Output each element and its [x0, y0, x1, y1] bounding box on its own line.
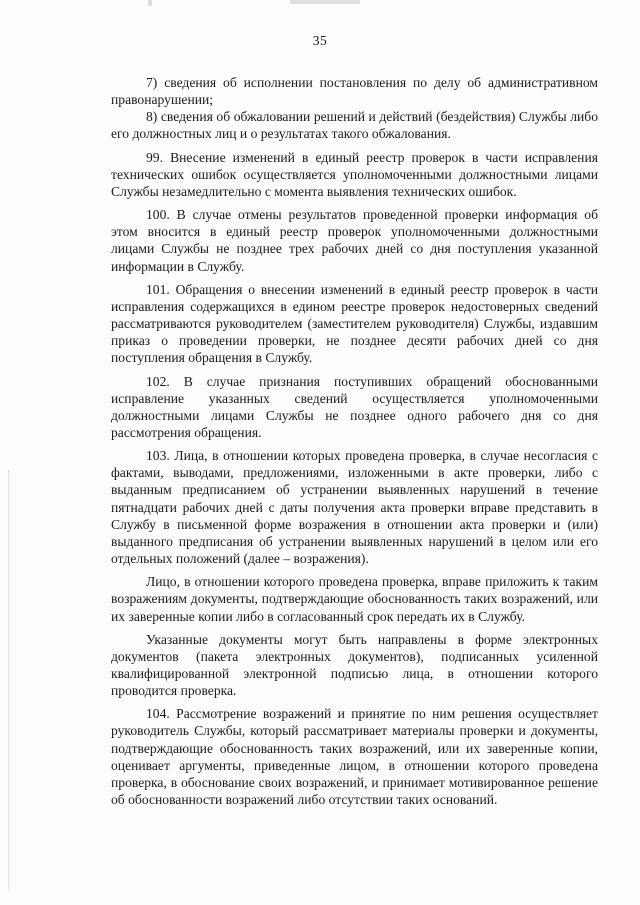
paragraph: 100. В случае отмены результатов проведенной проверки информация об этом вносится в единый реестр проверок уполномоченными должностными лицами Службы не позднее трех рабочих дней со дня поступления указанной информации в Службу. — [111, 207, 598, 274]
document-body — [111, 74, 598, 808]
paragraph: 8) сведения об обжаловании решений и действий (бездействия) Службы либо его должностных лиц и о результатах такого обжалования. — [111, 109, 598, 142]
paragraph: Указанные документы могут быть направлены в форме электронных документов (пакета электронных документов), подписанных усиленной квалифицированной электронной подписью лица, в отношении которого проводится проверка. — [111, 631, 598, 699]
paragraph: 104. Рассмотрение возражений и принятие по ним решения осуществляет руководитель Службы, который рассматривает материалы проверки и документы, подтверждающие обоснованность таких возражений, или их заверенные копии, оценивает аргументы, приведенные лицом, в отношении которого проведена проверка, в обоснование своих возражений, и принимает мотивированное решение об обоснованности возражений либо отсутствии таких оснований. — [111, 706, 598, 808]
paragraph: Лицо, в отношении которого проведена проверка, вправе приложить к таким возражениям документы, подтверждающие обоснованность таких возражений, или их заверенные копии либо в согласованный срок передать их в Службу. — [111, 574, 598, 624]
scan-artifact — [290, 0, 360, 4]
paragraph: 103. Лица, в отношении которых проведена проверка, в случае несогласия с фактами, выводами, предложениями, изложенными в акте проверки, либо с выданным предписанием об устранении выявленных нарушений в течение пятнадцати рабочих дней с даты получения акта проверки вправе представить в Службу в письменной форме возражения в отношении акта проверки и (или) выданного предписания об устранении выявленных нарушений в целом или его отдельных положений (далее – возражения). — [111, 448, 598, 567]
paragraph: 99. Внесение изменений в единый реестр проверок в части исправления технических ошибок осуществляется уполномоченными должностными лицами Службы незамедлительно с момента выявления технических ошибок. — [111, 149, 598, 199]
paragraph: 101. Обращения о внесении изменений в единый реестр проверок в части исправления содержащихся в едином реестре проверок недостоверных сведений рассматриваются руководителем (заместителем руководителя) Службы, издавшим приказ о проведении проверки, не позднее десяти рабочих дней со дня поступления обращения в Службу. — [111, 281, 598, 366]
paragraph: 7) сведения об исполнении постановления по делу об административном правонарушении; — [111, 75, 598, 108]
scan-artifact — [148, 0, 152, 6]
paragraph: 102. В случае признания поступивших обращений обоснованными исправление указанных сведений осуществляется уполномоченными должностными лицами Службы не позднее одного рабочего дня со дня рассмотрения обращения. — [111, 373, 598, 440]
scan-margin-artifact — [8, 470, 10, 890]
page-number: 35 — [312, 33, 328, 48]
